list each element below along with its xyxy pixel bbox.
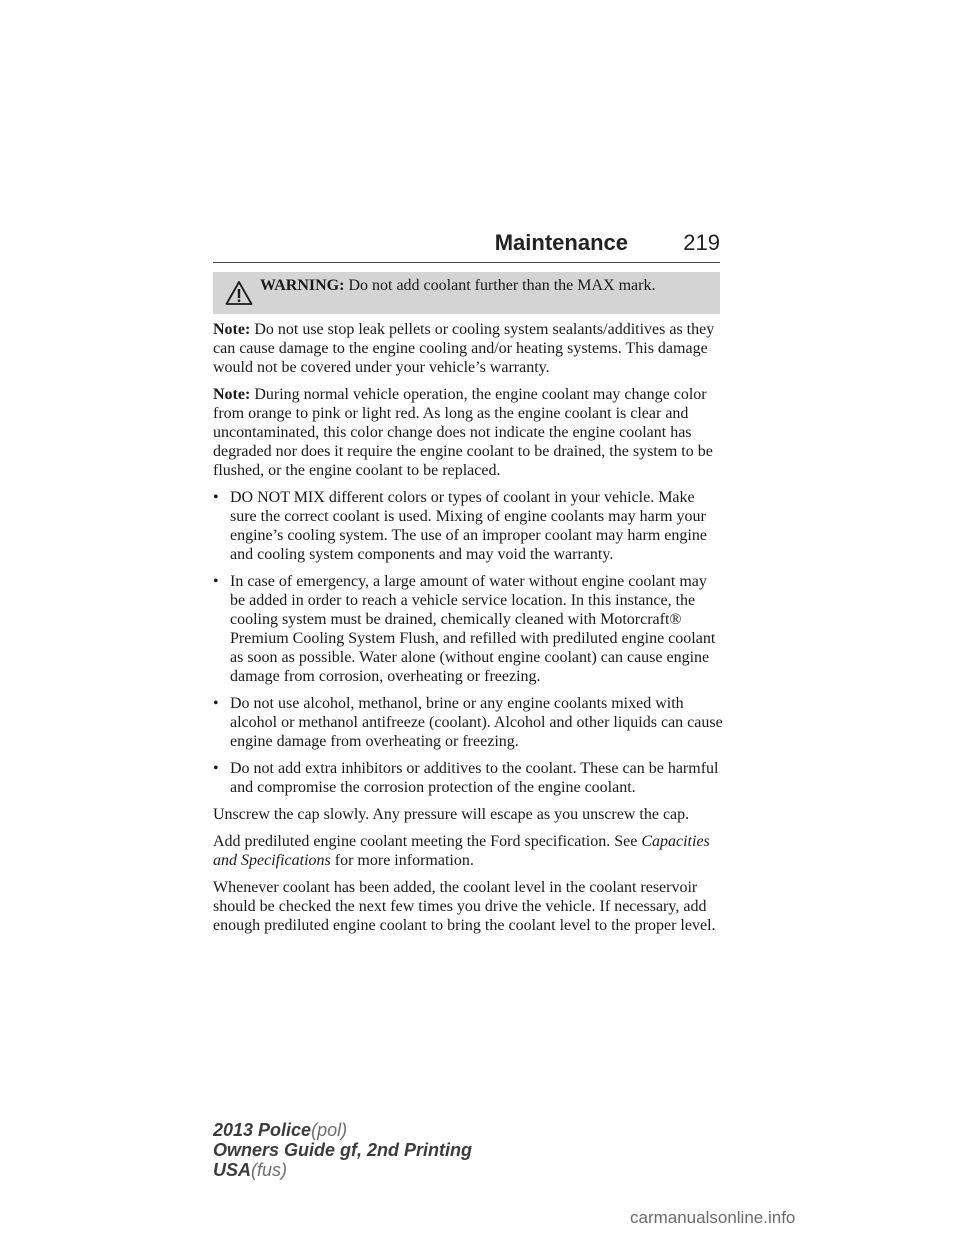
bullet-glyph: • (213, 489, 219, 506)
warning-icon (225, 280, 253, 306)
page-footer (213, 1120, 472, 1180)
list-item (213, 759, 725, 797)
warning-label: WARNING: (260, 277, 345, 294)
note-label: Note: (213, 321, 251, 338)
note-text: During normal vehicle operation, the engine coolant may change color from orange to pink or light red. As long as the engine coolant is clear and uncontaminated, this color change does not indicate the engine coolant has degraded nor does it require the engine coolant to be drained, the system to be flushed, or the engine coolant to be replaced. (213, 386, 713, 479)
page-content (213, 320, 725, 943)
bullet-glyph: • (213, 573, 219, 590)
watermark: carmanualsonline.info (630, 1208, 796, 1227)
list-item-text: Do not add extra inhibitors or additives to the coolant. These can be harmful and compromise the corrosion protection of the engine coolant. (230, 760, 719, 796)
list-item (213, 488, 725, 564)
footer-line-market (213, 1160, 472, 1180)
section-title: Maintenance (494, 230, 628, 255)
cross-reference-link[interactable]: Capacities and Specifications (213, 833, 710, 869)
paragraph-text: Add prediluted engine coolant meeting the Ford specification. See (213, 833, 642, 850)
footer-model-code: (pol) (311, 1120, 348, 1140)
bullet-glyph: • (213, 695, 219, 712)
paragraph-text: for more information. (330, 852, 474, 869)
list-item-text: DO NOT MIX different colors or types of coolant in your vehicle. Make sure the correct coolant is used. Mixing of engine coolants may harm your engine’s cooling system. The use of an improper coolant may harm engine and cooling system components and may void the warranty. (230, 489, 707, 563)
footer-line-guide (213, 1140, 472, 1160)
note-color-change (213, 385, 725, 480)
list-item (213, 572, 725, 686)
note-text: Do not use stop leak pellets or cooling system sealants/additives as they can cause damage to the engine cooling and/or heating systems. This damage would not be covered under your vehicle’s warranty. (213, 321, 715, 376)
page-number: 219 (683, 230, 720, 255)
warning-text: Do not add coolant further than the MAX mark. (348, 277, 656, 294)
page-header (213, 228, 720, 263)
list-item-text: In case of emergency, a large amount of water without engine coolant may be added in order to reach a vehicle service location. In this instance, the cooling system must be drained, chemically cleaned with Motorcraft® Premium Cooling System Flush, and refilled with prediluted engine coolant as soon as possible. Water alone (without engine coolant) can cause engine damage from corrosion, overheating or freezing. (230, 573, 716, 685)
note-label: Note: (213, 386, 251, 403)
paragraph-check-level: Whenever coolant has been added, the coolant level in the coolant reservoir should be checked the next few times you drive the vehicle. If necessary, add enough prediluted engine coolant to bring the coolant level to the proper level. (213, 879, 716, 934)
warning-box (213, 272, 720, 314)
paragraph-add-coolant (213, 832, 725, 870)
footer-model: 2013 Police (213, 1120, 312, 1140)
list-item-text: Do not use alcohol, methanol, brine or any engine coolants mixed with alcohol or methanol antifreeze (coolant). Alcohol and other liquids can cause engine damage from overheating or freezing. (230, 695, 723, 750)
list-item (213, 694, 725, 751)
paragraph-unscrew-cap: Unscrew the cap slowly. Any pressure will escape as you unscrew the cap. (213, 806, 690, 823)
footer-guide: Owners Guide gf, 2nd Printing (213, 1140, 473, 1160)
note-stop-leak (213, 320, 725, 377)
warning-text-block (260, 276, 710, 295)
bullet-glyph: • (213, 760, 219, 777)
footer-line-model (213, 1120, 472, 1140)
footer-market: USA (213, 1160, 252, 1180)
footer-market-code: (fus) (251, 1160, 288, 1180)
